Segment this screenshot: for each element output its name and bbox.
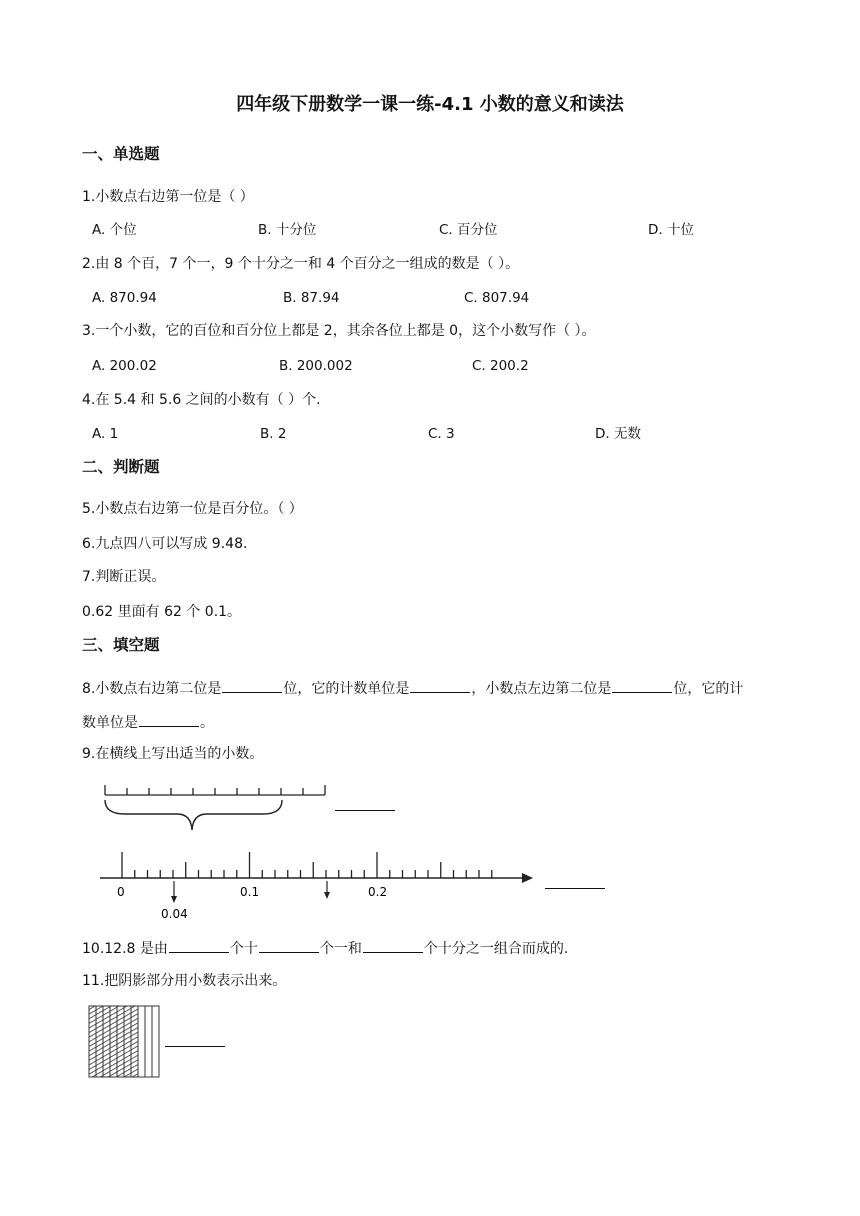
q1-option-d: D. 十位 — [648, 222, 694, 238]
answer-blank[interactable] — [139, 712, 199, 727]
answer-blank[interactable] — [259, 938, 319, 953]
shaded-strips-figure — [88, 1005, 163, 1080]
q8-text-5: 数单位是 — [82, 715, 138, 731]
answer-blank[interactable] — [545, 888, 605, 889]
q3-option-c: C. 200.2 — [472, 358, 529, 374]
question-7: 7.判断正误。 — [82, 569, 166, 585]
q4-option-a: A. 1 — [92, 426, 119, 442]
q4-option-d: D. 无数 — [595, 426, 641, 442]
q1-option-c: C. 百分位 — [439, 222, 498, 238]
question-1: 1.小数点右边第一位是（ ） — [82, 189, 254, 205]
question-6: 6.九点四八可以写成 9.48. — [82, 536, 248, 552]
page-title: 四年级下册数学一课一练-4.1 小数的意义和读法 — [236, 94, 624, 115]
q2-option-c: C. 807.94 — [464, 290, 530, 306]
answer-blank[interactable] — [363, 938, 423, 953]
section-heading-fill-in: 三、填空题 — [82, 636, 160, 654]
tick-label: 0.2 — [368, 885, 388, 899]
tick-label: 0 — [117, 885, 125, 899]
question-10 — [82, 938, 568, 958]
q8-text-6: 。 — [200, 715, 214, 731]
tick-label: 0.04 — [161, 907, 188, 921]
q10-text-3: 个一和 — [319, 941, 362, 957]
q1-option-a: A. 个位 — [92, 222, 137, 238]
question-2: 2.由 8 个百，7 个一，9 个十分之一和 4 个百分之一组成的数是（ ）。 — [82, 256, 520, 272]
answer-blank[interactable] — [612, 678, 672, 693]
q8-text-4: 位，它的计 — [673, 681, 744, 697]
answer-blank[interactable] — [222, 678, 282, 693]
q10-text-2: 个十 — [229, 941, 258, 957]
q2-option-b: B. 87.94 — [283, 290, 340, 306]
answer-blank[interactable] — [335, 810, 395, 811]
number-line-figure — [95, 845, 540, 925]
q8-text-3: ，小数点左边第二位是 — [471, 681, 612, 697]
answer-blank[interactable] — [410, 678, 470, 693]
q10-text-1: 10.12.8 是由 — [82, 941, 168, 957]
q3-option-a: A. 200.02 — [92, 358, 157, 374]
question-11: 11.把阴影部分用小数表示出来。 — [82, 973, 287, 989]
answer-blank[interactable] — [165, 1046, 225, 1047]
section-heading-true-false: 二、判断题 — [82, 458, 160, 476]
question-4: 4.在 5.4 和 5.6 之间的小数有（ ）个. — [82, 392, 321, 408]
q8-text-1: 8.小数点右边第二位是 — [82, 681, 222, 697]
question-8-line-2 — [82, 712, 214, 732]
question-8-line-1 — [82, 678, 743, 698]
section-heading-single-choice: 一、单选题 — [82, 145, 160, 163]
answer-blank[interactable] — [169, 938, 229, 953]
tick-label: 0.1 — [240, 885, 260, 899]
question-5: 5.小数点右边第一位是百分位。（ ） — [82, 501, 303, 517]
q3-option-b: B. 200.002 — [279, 358, 353, 374]
q1-option-b: B. 十分位 — [258, 222, 317, 238]
question-7-statement: 0.62 里面有 62 个 0.1。 — [82, 604, 242, 620]
q4-option-b: B. 2 — [260, 426, 287, 442]
question-9: 9.在横线上写出适当的小数。 — [82, 746, 264, 762]
question-3: 3.一个小数，它的百位和百分位上都是 2，其余各位上都是 0，这个小数写作（ ）。 — [82, 323, 596, 339]
q4-option-c: C. 3 — [428, 426, 455, 442]
q10-text-4: 个十分之一组合而成的. — [423, 941, 569, 957]
q8-text-2: 位，它的计数单位是 — [283, 681, 410, 697]
q2-option-a: A. 870.94 — [92, 290, 157, 306]
